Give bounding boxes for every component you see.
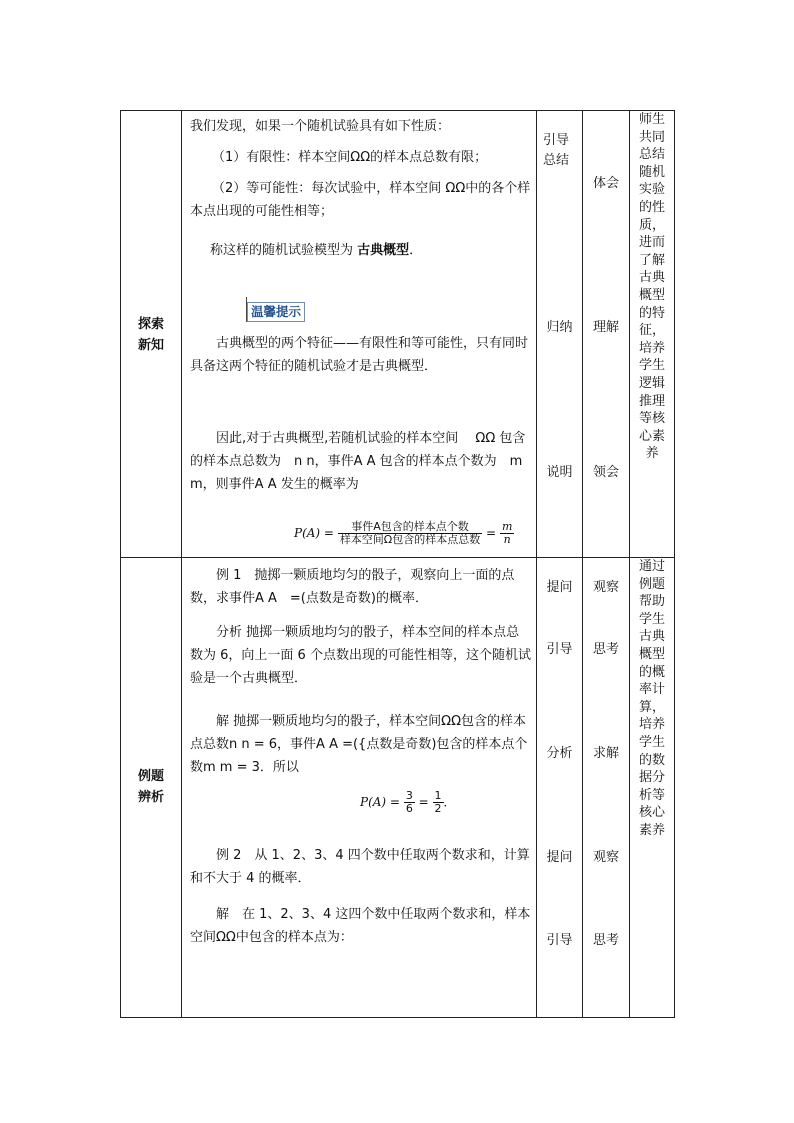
student-activity: 思考: [592, 642, 619, 657]
paragraph: 古典概型的两个特征——有限性和等可能性，只有同时具备这两个特征的随机试验才是古典概型．: [190, 336, 529, 374]
teacher-activity: 说明: [546, 465, 573, 480]
term-classical-model: 古典概型: [357, 243, 410, 258]
student-activity: 观察: [592, 580, 619, 595]
teacher-activity: 提问: [546, 580, 573, 595]
example-formula: P(A) = $\frac{3}{6}$ = $\frac{1}{2}$ ．: [360, 789, 456, 815]
section-row-examples: [121, 558, 675, 1018]
design-purpose: 通过例题帮助学生古典概型的概率计算，培养学生的数据分析等核心素养: [638, 559, 665, 838]
analysis: 分析 抛掷一颗质地均匀的骰子，样本空间的样本点总数为 6，向上一面 6 个点数出现的可能性相等，这个随机试验是一个古典概型．: [190, 625, 531, 686]
student-activity: 观察: [592, 850, 619, 865]
teacher-activity: 引导总结: [543, 133, 570, 168]
section-label: 探索 新知: [137, 317, 164, 353]
section-label-cell: [121, 111, 182, 558]
teacher-activity: 引导: [546, 642, 573, 657]
student-activity-cell: [583, 111, 630, 558]
example-2: 例 2 从 1、2、3、4 四个数中任取两个数求和，计算和不大于 4 的概率．: [190, 848, 530, 886]
teacher-activity: 分析: [546, 746, 573, 761]
content-cell: [182, 558, 537, 1018]
section-label: 例题 辨析: [137, 769, 164, 805]
probability-formula: P(A) = $\frac{\text{事件A包含的样本点个数}}{\text{样本空间Ω包含的样本点总数}}$ = $\frac{m}{n}$: [294, 520, 513, 546]
paragraph: （2）等可能性：每次试验中，样本空间 ΩΩ中的各个样本点出现的可能性相等；: [190, 181, 531, 219]
student-activity: 体会: [592, 176, 619, 191]
section-row-explore: [121, 111, 675, 558]
teacher-activity-cell: [537, 558, 583, 1018]
solution-1: 解 抛掷一颗质地均匀的骰子，样本空间ΩΩ包含的样本点总数n n = 6，事件A A =({点数是奇数)包含的样本点个数m m = 3．所以: [190, 714, 528, 775]
student-activity: 思考: [592, 933, 619, 948]
teacher-activity: 归纳: [546, 320, 573, 335]
paragraph: 称这样的随机试验模型为 古典概型．: [210, 243, 423, 258]
paragraph: 我们发现，如果一个随机试验具有如下性质：: [190, 119, 451, 134]
lesson-plan-table: [120, 110, 675, 1018]
paragraph: 因此,对于古典概型,若随机试验的样本空间 ΩΩ 包含的样本点总数为 n n，事件A A 包含的样本点个数为 m m，则事件A A 发生的概率为: [190, 431, 526, 492]
purpose-cell: [630, 111, 675, 558]
section-label-cell: [121, 558, 182, 1018]
content-cell: [182, 111, 537, 558]
student-activity-cell: [583, 558, 630, 1018]
solution-2: 解 在 1、2、3、4 这四个数中任取两个数求和，样本空间ΩΩ中包含的样本点为：: [190, 907, 531, 945]
purpose-cell: [630, 558, 675, 1018]
student-activity: 求解: [592, 746, 619, 761]
teacher-activity-cell: [537, 111, 583, 558]
example-1: 例 1 抛掷一颗质地均匀的骰子，观察向上一面的点数，求事件A A =(点数是奇数)的概率．: [190, 568, 515, 606]
design-purpose: 师生共同总结随机实验的性质，进而了解古典概型的特征，培养学生逻辑推理等核心素养: [638, 112, 665, 462]
student-activity: 理解: [592, 320, 619, 335]
student-activity: 领会: [592, 465, 619, 480]
tip-box: 温馨提示: [247, 302, 305, 322]
teacher-activity: 引导: [546, 933, 573, 948]
paragraph: （1）有限性：样本空间ΩΩ的样本点总数有限；: [212, 150, 488, 165]
teacher-activity: 提问: [546, 850, 573, 865]
